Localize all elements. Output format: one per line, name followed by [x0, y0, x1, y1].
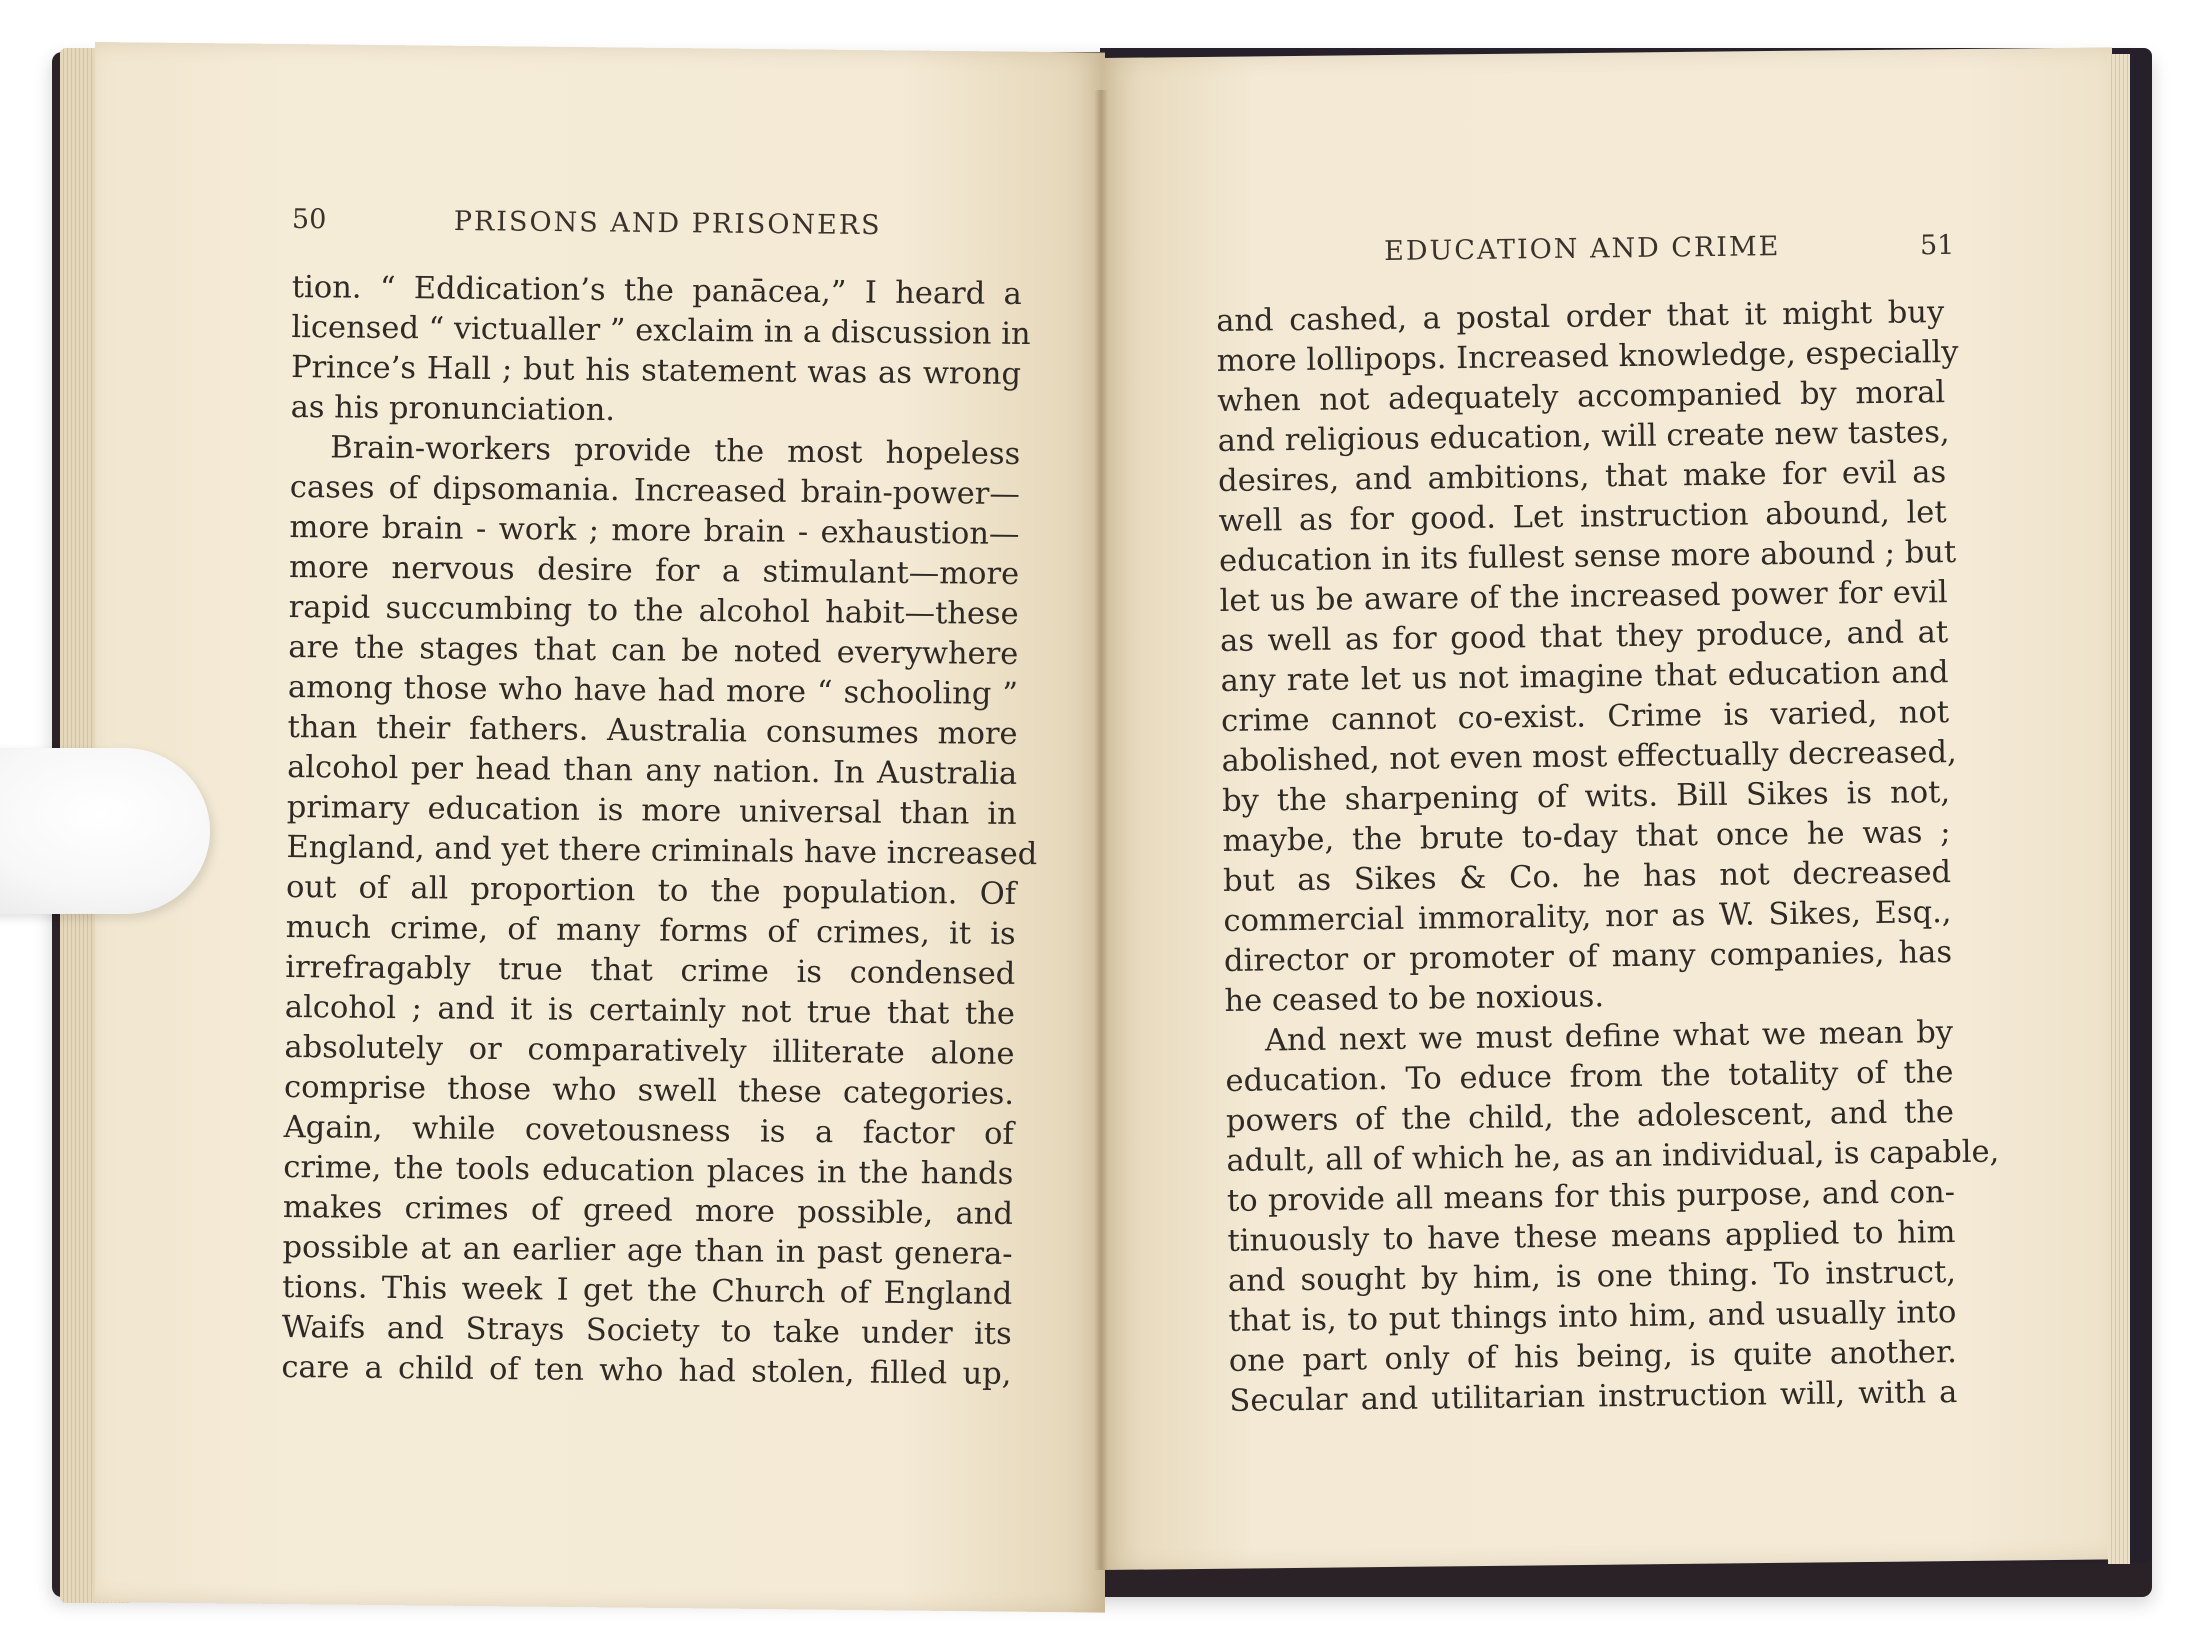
text-line: desires, and ambitions, that make for evil as — [1217, 455, 1947, 499]
right-page-body — [1216, 293, 2000, 1422]
text-line: abolished, not even most effectually decreased, — [1221, 734, 1957, 779]
text-line: by the sharpening of wits. Bill Sikes is not, — [1221, 775, 1951, 819]
text-line: alcohol ; and it is certainly not true that the — [284, 989, 1016, 1032]
text-line: alcohol per head than any nation. In Australia — [287, 749, 1018, 792]
text-line: Brain-workers provide the most hopeless — [330, 430, 1021, 472]
right-page-number: 51 — [1919, 229, 1955, 262]
text-line: licensed “ victualler ” exclaim in a discussion in — [291, 309, 1031, 353]
text-line: as well as for good that they produce, and at — [1219, 615, 1949, 659]
text-line: out of all proportion to the population. Of — [285, 869, 1017, 912]
text-line: Prince’s Hall ; but his statement was as wrong — [290, 349, 1022, 393]
text-line: commercial immorality, nor as W. Sikes, Esq., — [1223, 895, 1952, 939]
text-line: but as Sikes & Co. he has not decreased — [1222, 855, 1952, 899]
text-line: care a child of ten who had stolen, filled up, — [281, 1349, 1012, 1392]
text-line: maybe, the brute to-day that once he was ; — [1222, 815, 1951, 859]
text-line: one part only of his being, is quite another. — [1228, 1335, 1958, 1379]
text-line: rapid succumbing to the alcohol habit—these — [288, 589, 1019, 632]
left-page-body — [281, 268, 1038, 1395]
left-page-number: 50 — [291, 203, 327, 236]
text-line: Secular and utilitarian instruction will, with a — [1229, 1375, 1958, 1419]
thumb-holding-page — [0, 748, 210, 914]
text-line: more lollipops. Increased knowledge, especially — [1216, 334, 1959, 379]
text-line: let us be aware of the increased power for evil — [1219, 575, 1948, 619]
text-line: tion. “ Eddication’s the panācea,” I heard a — [291, 269, 1022, 313]
text-line: and religious education, will create new tastes, — [1217, 415, 1950, 459]
book-gutter — [1094, 90, 1108, 1570]
left-running-head: PRISONS AND PRISONERS — [453, 206, 882, 242]
text-line: as his pronunciation. — [290, 389, 616, 429]
text-line: than their fathers. Australia consumes more — [287, 709, 1018, 752]
text-line: irrefragably true that crime is condensed — [285, 949, 1016, 992]
text-line: England, and yet there criminals have increased — [286, 829, 1038, 873]
text-line: more brain - work ; more brain - exhaustion— — [289, 509, 1020, 552]
text-line: when not adequately accompanied by moral — [1217, 375, 1946, 419]
right-running-head: EDUCATION AND CRIME — [1384, 231, 1781, 267]
text-line: education in its fullest sense more abound ; but — [1218, 534, 1957, 579]
page-edges-right — [2108, 54, 2130, 1564]
text-line: comprise those who swell these categories. — [283, 1069, 1015, 1112]
text-line: education. To educe from the totality of the — [1225, 1055, 1954, 1099]
text-line: any rate let us not imagine that education and — [1220, 655, 1949, 699]
text-line: crime cannot co-exist. Crime is varied, not — [1220, 695, 1950, 739]
text-line: well as for good. Let instruction abound, let — [1218, 495, 1947, 539]
text-line: tions. This week I get the Church of England — [282, 1269, 1013, 1312]
text-line: Waifs and Strays Society to take under its — [281, 1309, 1012, 1352]
text-line: Again, while covetousness is a factor of — [283, 1109, 1014, 1152]
text-line: are the stages that can be noted everywhere — [288, 629, 1019, 672]
text-line: that is, to put things into him, and usually into — [1228, 1295, 1957, 1339]
text-line: makes crimes of greed more possible, and — [282, 1189, 1014, 1232]
text-line: tinuously to have these means applied to him — [1227, 1215, 1956, 1259]
text-line: and cashed, a postal order that it might buy — [1216, 295, 1945, 339]
text-line: crime, the tools education places in the hands — [283, 1149, 1014, 1192]
text-line: adult, all of which he, as an individual, is capable, — [1226, 1134, 2000, 1179]
text-line: and sought by him, is one thing. To instruct, — [1227, 1255, 1957, 1299]
text-line: more nervous desire for a stimulant—more — [288, 549, 1020, 592]
text-line: to provide all means for this purpose, and con- — [1226, 1175, 1956, 1219]
text-line: cases of dipsomania. Increased brain-power— — [289, 469, 1021, 512]
text-line: among those who have had more “ schooling ” — [287, 669, 1019, 712]
text-line: primary education is more universal than in — [286, 789, 1017, 832]
text-line: possible at an earlier age than in past genera- — [282, 1229, 1013, 1272]
text-line: absolutely or comparatively illiterate alone — [284, 1029, 1015, 1072]
text-line: powers of the child, the adolescent, and the — [1225, 1095, 1955, 1139]
text-line: director or promoter of many companies, has — [1223, 935, 1953, 979]
text-line: much crime, of many forms of crimes, it is — [285, 909, 1016, 952]
text-line: And next we must define what we mean by — [1264, 1015, 1954, 1059]
text-line: he ceased to be noxious. — [1224, 979, 1605, 1019]
